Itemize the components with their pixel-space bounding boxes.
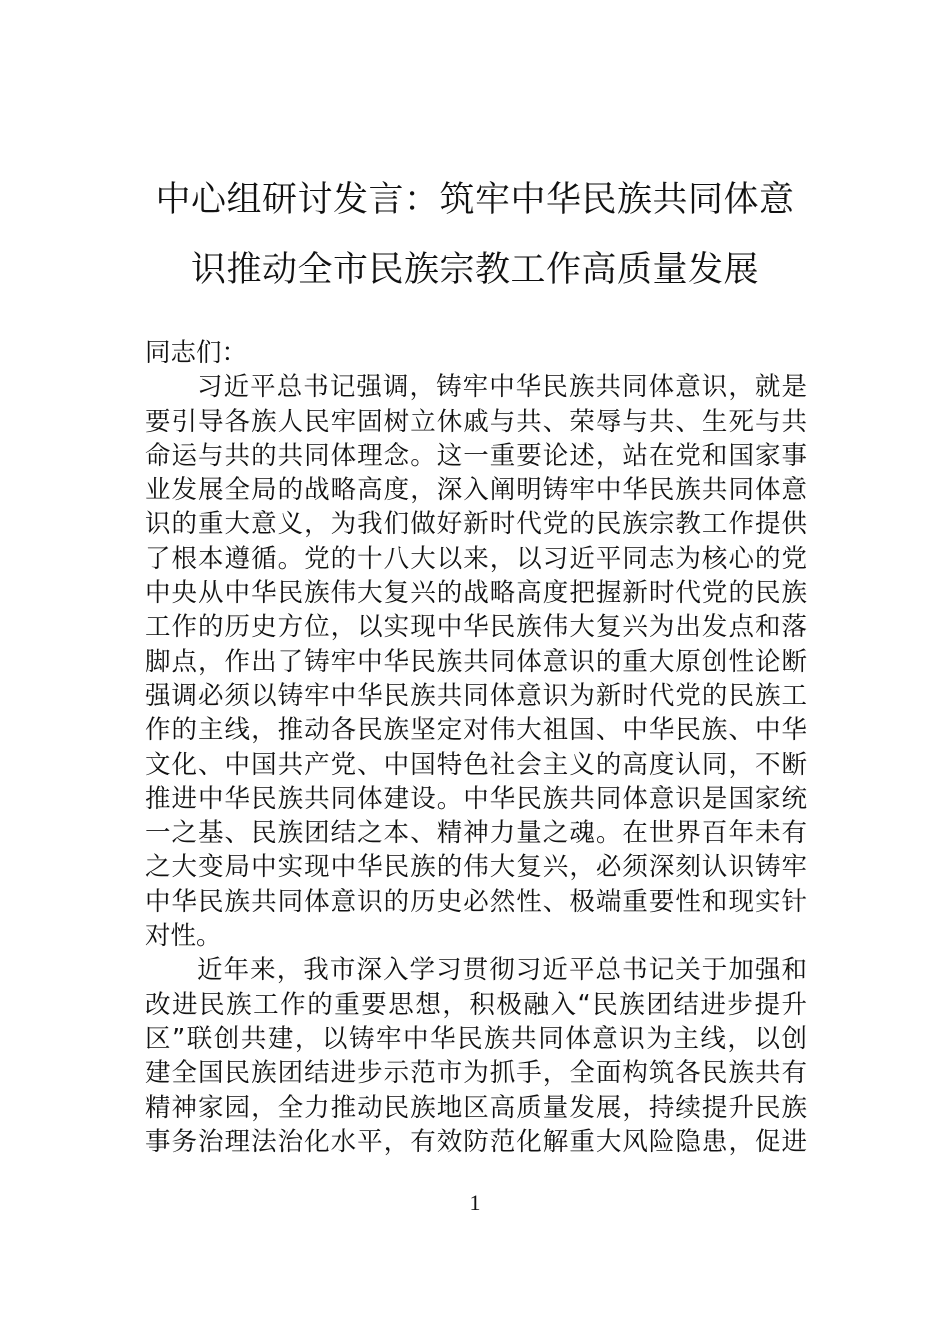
paragraph-2-line: 建全国民族团结进步示范市为抓手，全面构筑各民族共有 <box>145 1058 807 1089</box>
paragraph-1-line: 推进中华民族共同体建设。中华民族共同体意识是国家统 <box>145 783 807 814</box>
paragraph-1-line: 习近平总书记强调，铸牢中华民族共同体意识，就是 <box>197 372 807 403</box>
paragraph-1-line: 工作的历史方位，以实现中华民族伟大复兴为出发点和落 <box>145 612 807 643</box>
paragraph-2-line: 近年来，我市深入学习贯彻习近平总书记关于加强和 <box>197 955 807 986</box>
paragraph-1-line: 识的重大意义，为我们做好新时代党的民族宗教工作提供 <box>145 509 807 540</box>
paragraph-1-line: 作的主线，推动各民族坚定对伟大祖国、中华民族、中华 <box>145 715 807 746</box>
paragraph-2-line: 精神家园，全力推动民族地区高质量发展，持续提升民族 <box>145 1092 807 1123</box>
paragraph-2-line: 事务治理法治化水平，有效防范化解重大风险隐患，促进 <box>145 1126 807 1157</box>
paragraph-1-line: 脚点，作出了铸牢中华民族共同体意识的重大原创性论断 <box>145 646 807 677</box>
paragraph-1-line: 一之基、民族团结之本、精神力量之魂。在世界百年未有 <box>145 818 807 849</box>
paragraph-1-line: 强调必须以铸牢中华民族共同体意识为新时代党的民族工 <box>145 680 807 711</box>
paragraph-1-line: 中央从中华民族伟大复兴的战略高度把握新时代党的民族 <box>145 578 807 609</box>
document-title-line-2: 识推动全市民族宗教工作高质量发展 <box>190 250 759 290</box>
paragraph-2-line: 改进民族工作的重要思想，积极融入“民族团结进步提升 <box>145 989 807 1020</box>
paragraph-1-line: 命运与共的共同体理念。这一重要论述，站在党和国家事 <box>145 440 807 471</box>
paragraph-2-line: 区”联创共建，以铸牢中华民族共同体意识为主线，以创 <box>145 1023 807 1054</box>
page-number: 1 <box>469 1190 481 1215</box>
paragraph-1-line: 中华民族共同体意识的历史必然性、极端重要性和现实针 <box>145 886 807 917</box>
paragraph-1-line: 对性。 <box>145 921 222 952</box>
paragraph-1-line: 要引导各族人民牢固树立休戚与共、荣辱与共、生死与共 <box>145 406 807 437</box>
document-body <box>145 336 807 1159</box>
paragraph-1-line: 之大变局中实现中华民族的伟大复兴，必须深刻认识铸牢 <box>145 852 807 883</box>
paragraph-1-line: 业发展全局的战略高度，深入阐明铸牢中华民族共同体意 <box>145 475 807 506</box>
paragraph-1-line: 文化、中国共产党、中国特色社会主义的高度认同，不断 <box>145 749 807 780</box>
paragraph-1-line: 了根本遵循。党的十八大以来，以习近平同志为核心的党 <box>145 543 807 574</box>
document-title-line-1: 中心组研讨发言：筑牢中华民族共同体意 <box>155 180 795 220</box>
salutation: 同志们： <box>145 338 248 368</box>
